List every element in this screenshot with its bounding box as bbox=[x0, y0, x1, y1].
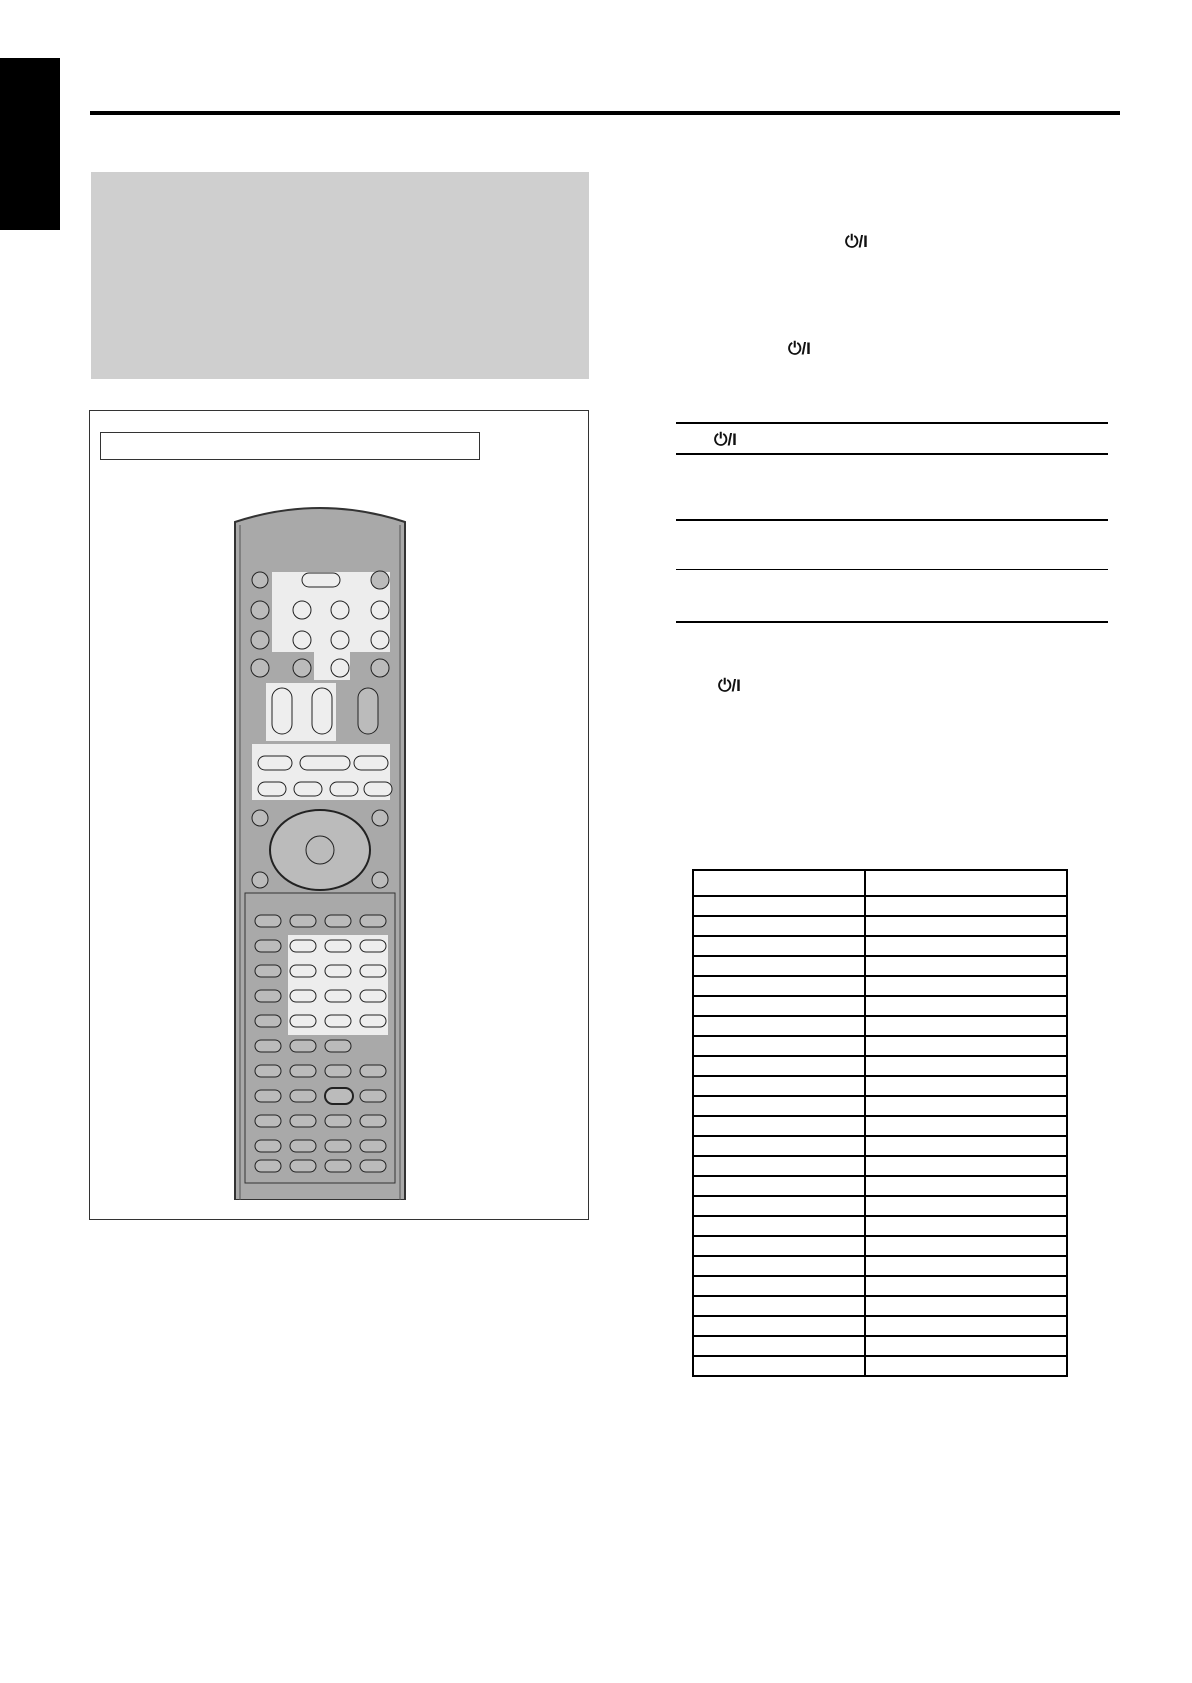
table-cell bbox=[693, 1216, 865, 1236]
table-cell bbox=[693, 1056, 865, 1076]
table-row bbox=[693, 1276, 1067, 1296]
figure-caption-box bbox=[100, 432, 480, 460]
table-cell bbox=[693, 996, 865, 1016]
table-cell bbox=[865, 1256, 1067, 1276]
table-row bbox=[693, 956, 1067, 976]
table-cell bbox=[865, 1196, 1067, 1216]
table-cell bbox=[693, 1256, 865, 1276]
table-row bbox=[693, 916, 1067, 936]
table-row bbox=[693, 1296, 1067, 1316]
table-cell bbox=[693, 1196, 865, 1216]
table-cell bbox=[865, 1316, 1067, 1336]
table-row bbox=[693, 1356, 1067, 1376]
table-cell bbox=[865, 1056, 1067, 1076]
table-cell bbox=[693, 1156, 865, 1176]
table-cell bbox=[693, 1296, 865, 1316]
code-table-header-row bbox=[693, 870, 1067, 896]
table-row bbox=[693, 1116, 1067, 1136]
table-cell bbox=[693, 1176, 865, 1196]
table-cell bbox=[693, 1116, 865, 1136]
table-cell bbox=[693, 1096, 865, 1116]
table-row bbox=[693, 1196, 1067, 1216]
table-cell bbox=[865, 956, 1067, 976]
table-cell bbox=[865, 1276, 1067, 1296]
table-rule-bottom bbox=[676, 621, 1108, 623]
table-cell bbox=[865, 1136, 1067, 1156]
table-cell bbox=[865, 1356, 1067, 1376]
table-row bbox=[693, 1316, 1067, 1336]
table-cell bbox=[865, 996, 1067, 1016]
intro-highlight-box bbox=[91, 172, 589, 379]
table-cell bbox=[693, 896, 865, 916]
table-cell bbox=[693, 936, 865, 956]
language-tab bbox=[0, 58, 60, 230]
table-row bbox=[693, 1136, 1067, 1156]
table-cell bbox=[865, 1016, 1067, 1036]
table-row bbox=[693, 996, 1067, 1016]
table-row bbox=[693, 1016, 1067, 1036]
table-rule-row-2 bbox=[676, 569, 1108, 570]
remote-control-illustration bbox=[230, 500, 410, 1200]
table-rule-header bbox=[676, 453, 1108, 455]
table-row bbox=[693, 976, 1067, 996]
table-row bbox=[693, 1076, 1067, 1096]
table-cell bbox=[865, 1176, 1067, 1196]
table-cell bbox=[865, 1156, 1067, 1176]
table-cell bbox=[693, 1036, 865, 1056]
table-row bbox=[693, 1336, 1067, 1356]
power-symbol-3: ⏻/I bbox=[714, 430, 737, 449]
table-cell bbox=[693, 1276, 865, 1296]
table-row bbox=[693, 936, 1067, 956]
table-cell bbox=[693, 1136, 865, 1156]
power-symbol-4: ⏻/I bbox=[718, 676, 741, 695]
header-rule bbox=[90, 111, 1120, 115]
table-cell bbox=[865, 1076, 1067, 1096]
table-cell bbox=[865, 1296, 1067, 1316]
table-row bbox=[693, 1156, 1067, 1176]
table-cell bbox=[693, 976, 865, 996]
table-cell bbox=[693, 1016, 865, 1036]
code-table-header-cell bbox=[865, 870, 1067, 896]
table-cell bbox=[693, 956, 865, 976]
table-cell bbox=[865, 1116, 1067, 1136]
table-cell bbox=[865, 916, 1067, 936]
code-table-header-cell bbox=[693, 870, 865, 896]
code-table-body bbox=[693, 896, 1067, 1376]
power-symbol-1: ⏻/I bbox=[845, 232, 868, 251]
table-cell bbox=[865, 936, 1067, 956]
table-rule-row-1 bbox=[676, 519, 1108, 521]
power-symbol-2: ⏻/I bbox=[788, 339, 811, 358]
table-row bbox=[693, 1096, 1067, 1116]
table-cell bbox=[693, 1336, 865, 1356]
table-cell bbox=[865, 1216, 1067, 1236]
table-row bbox=[693, 1036, 1067, 1056]
table-cell bbox=[693, 1076, 865, 1096]
table-cell bbox=[865, 976, 1067, 996]
table-cell bbox=[693, 916, 865, 936]
table-cell bbox=[865, 1236, 1067, 1256]
table-cell bbox=[865, 896, 1067, 916]
table-row bbox=[693, 896, 1067, 916]
table-row bbox=[693, 1236, 1067, 1256]
table-cell bbox=[693, 1236, 865, 1256]
table-row bbox=[693, 1176, 1067, 1196]
table-cell bbox=[865, 1336, 1067, 1356]
table-cell bbox=[865, 1036, 1067, 1056]
table-cell bbox=[693, 1356, 865, 1376]
table-cell bbox=[693, 1316, 865, 1336]
table-row bbox=[693, 1216, 1067, 1236]
table-row bbox=[693, 1256, 1067, 1276]
code-table bbox=[692, 869, 1068, 1377]
table-row bbox=[693, 1056, 1067, 1076]
table-cell bbox=[865, 1096, 1067, 1116]
table-rule-top bbox=[676, 422, 1108, 424]
